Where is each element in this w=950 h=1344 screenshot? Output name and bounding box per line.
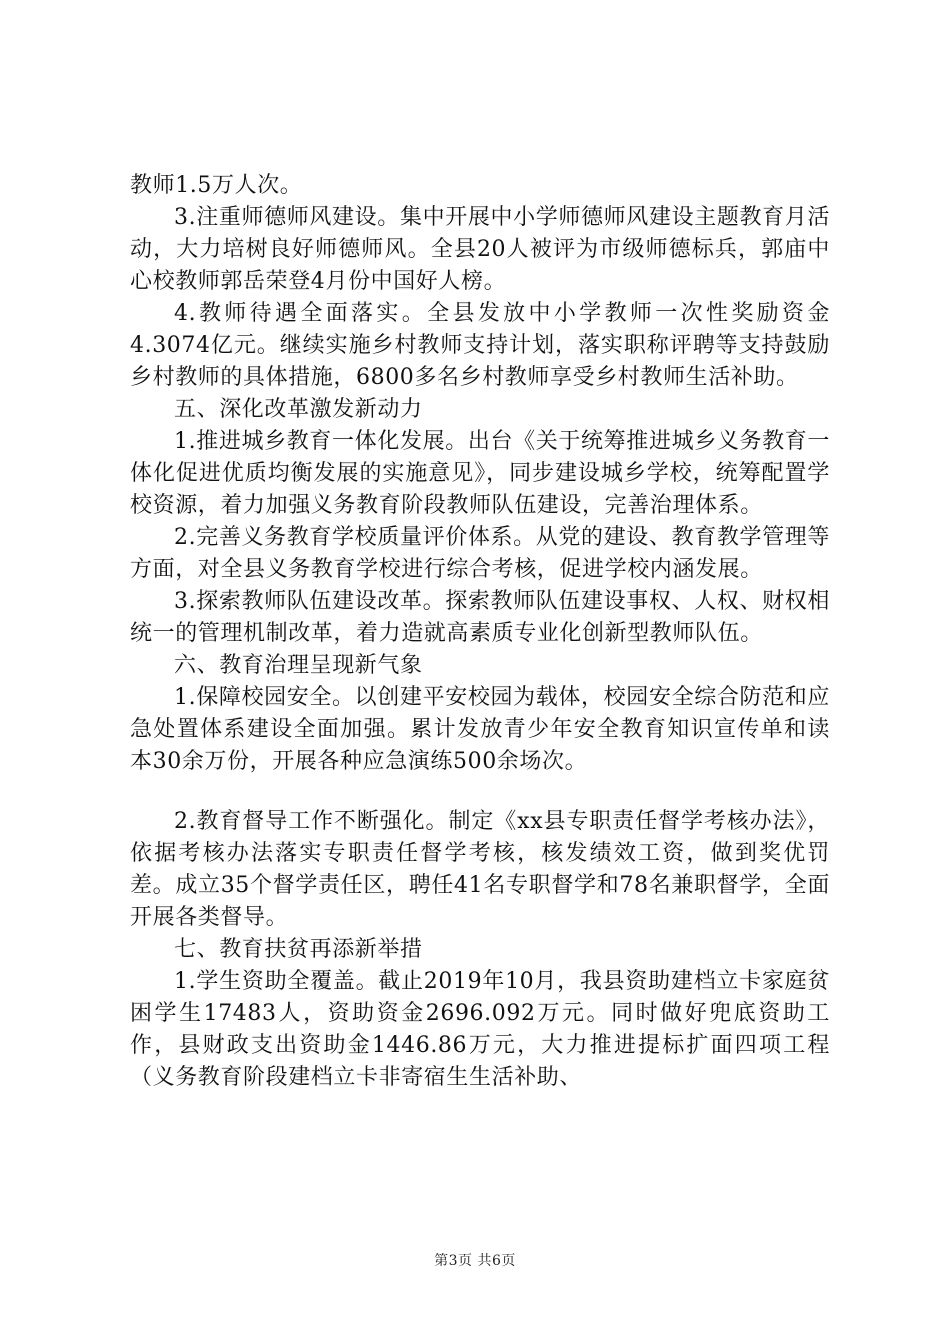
- paragraph-item-student-aid: 1.学生资助全覆盖。截止2019年10月，我县资助建档立卡家庭贫困学生17483人，资助资金2696.092万元。同时做好兜底资助工作，县财政支出资助金1446.86万元，大力推进提标扩面四项工程（义务教育阶段建档立卡非寄宿生生活补助、: [130, 969, 830, 1090]
- section-heading-reform: 五、深化改革激发新动力: [174, 397, 423, 422]
- section-heading-governance: 六、教育治理呈现新气象: [174, 653, 423, 678]
- paragraph-item-supervision: 2.教育督导工作不断强化。制定《xx县专职责任督学考核办法》，依据考核办法落实专职责任督学考核，核发绩效工资，做到奖优罚差。成立35个督学责任区，聘任41名专职督学和78名兼职督学，全面开展各类督导。: [130, 809, 830, 930]
- page-number-footer: 第3页 共6页: [434, 1253, 516, 1269]
- paragraph-continuation: 教师1.5万人次。: [130, 173, 303, 198]
- paragraph-item-teacher-benefits: 4.教师待遇全面落实。全县发放中小学教师一次性奖励资金4.3074亿元。继续实施乡村教师支持计划，落实职称评聘等支持鼓励乡村教师的具体措施，6800多名乡村教师享受乡村教师生活补助。: [130, 301, 830, 390]
- paragraph-item-quality-evaluation: 2.完善义务教育学校质量评价体系。从党的建设、教育教学管理等方面，对全县义务教育学校进行综合考核，促进学校内涵发展。: [130, 525, 830, 582]
- document-body: [130, 170, 830, 1094]
- paragraph-item-campus-safety: 1.保障校园安全。以创建平安校园为载体，校园安全综合防范和应急处置体系建设全面加强。累计发放青少年安全教育知识宣传单和读本30余万份，开展各种应急演练500余场次。: [130, 685, 830, 774]
- paragraph-item-teacher-ethics: 3.注重师德师风建设。集中开展中小学师德师风建设主题教育月活动，大力培树良好师德师风。全县20人被评为市级师德标兵，郭庙中心校教师郭岳荣登4月份中国好人榜。: [130, 205, 830, 294]
- paragraph-item-urban-rural: 1.推进城乡教育一体化发展。出台《关于统筹推进城乡义务教育一体化促进优质均衡发展的实施意见》，同步建设城乡学校，统筹配置学校资源，着力加强义务教育阶段教师队伍建设，完善治理体系。: [130, 429, 830, 518]
- section-heading-poverty-alleviation: 七、教育扶贫再添新举措: [174, 937, 423, 962]
- paragraph-item-teacher-reform: 3.探索教师队伍建设改革。探索教师队伍建设事权、人权、财权相统一的管理机制改革，着力造就高素质专业化创新型教师队伍。: [130, 589, 830, 646]
- paragraph-spacer: [130, 778, 830, 806]
